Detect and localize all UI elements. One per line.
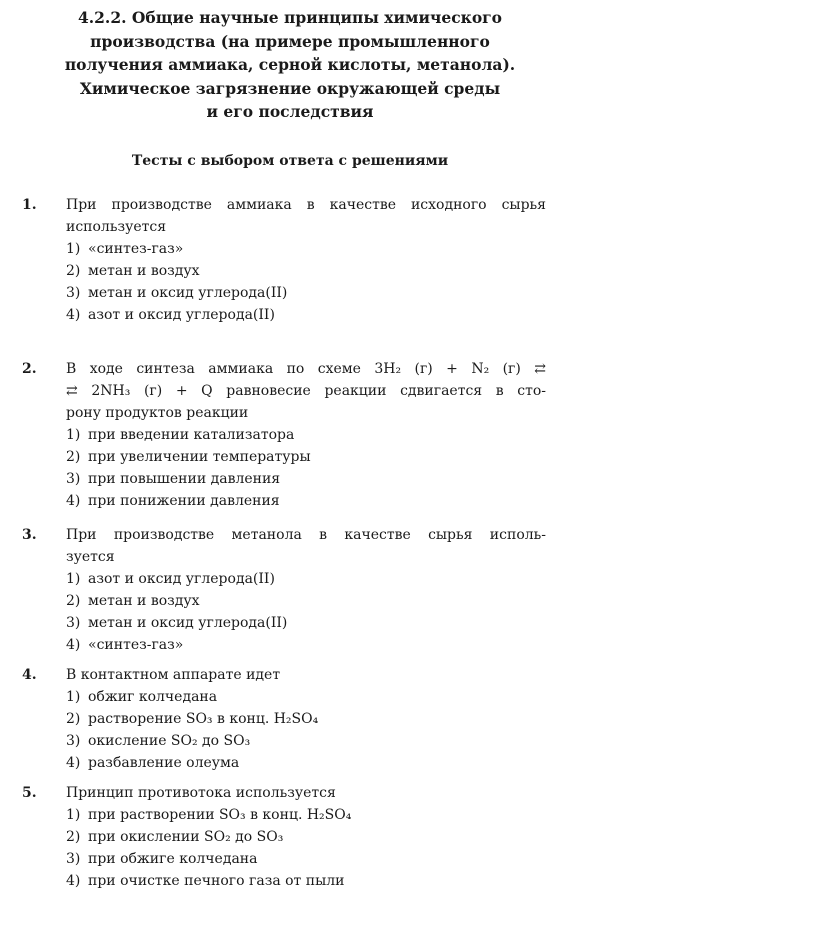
answer-option: 1) обжиг колчедана [66, 689, 218, 705]
heading-line: производства (на примере промышленного [90, 31, 490, 51]
answer-option: 1) «синтез-газ» [66, 241, 184, 257]
answer-option: 1) при растворении SO₃ в конц. H₂SO₄ [66, 807, 352, 823]
heading-line: Химическое загрязнение окружающей среды [79, 78, 501, 98]
question-body [66, 358, 546, 512]
heading-line: и его последствия [206, 102, 374, 121]
answer-option: 1) азот и оксид углерода(II) [66, 571, 275, 587]
answer-option: 4) азот и оксид углерода(II) [66, 307, 275, 323]
question-text: используется [66, 219, 167, 235]
answer-option: 2) растворение SO₃ в конц. H₂SO₄ [66, 711, 319, 727]
question-number: 2. [22, 361, 37, 377]
section-heading [30, 6, 550, 124]
answer-option: 4) разбавление олеума [66, 755, 240, 771]
answer-option: 2) метан и воздух [66, 263, 200, 279]
question-body [66, 194, 546, 326]
question-body [66, 782, 546, 892]
question-text: зуется [66, 549, 115, 565]
question-text: В ходе синтеза аммиака по схеме 3H₂ (г) + N₂ (г) ⇄ [66, 361, 546, 377]
question-text: Принцип противотока используется [66, 785, 336, 801]
answer-option: 3) при повышении давления [66, 471, 281, 487]
question-body [66, 664, 546, 774]
question-text: При производстве аммиака в качестве исходного сырья [66, 197, 546, 213]
question-number: 1. [22, 197, 37, 213]
answer-option: 4) при понижении давления [66, 493, 280, 509]
question-text: ⇄ 2NH₃ (г) + Q равновесие реакции сдвигается в сто- [66, 383, 546, 399]
answer-option: 3) окисление SO₂ до SO₃ [66, 733, 251, 749]
answer-option: 2) при увеличении температуры [66, 449, 311, 465]
answer-option: 1) при введении катализатора [66, 427, 295, 443]
answer-option: 3) при обжиге колчедана [66, 851, 258, 867]
answer-option: 4) при очистке печного газа от пыли [66, 873, 345, 889]
question-number: 4. [22, 667, 37, 683]
answer-option: 2) метан и воздух [66, 593, 200, 609]
heading-line: получения аммиака, серной кислоты, метанола). [64, 55, 516, 74]
question-text: В контактном аппарате идет [66, 667, 281, 683]
answer-option: 3) метан и оксид углерода(II) [66, 285, 288, 301]
heading-line: 4.2.2. Общие научные принципы химического [77, 8, 503, 27]
question-body [66, 524, 546, 656]
tests-subtitle: Тесты с выбором ответа с решениями [131, 153, 449, 169]
question-text: При производстве метанола в качестве сырья исполь- [66, 527, 546, 543]
question-number: 5. [22, 785, 37, 801]
answer-option: 3) метан и оксид углерода(II) [66, 615, 288, 631]
question-text: рону продуктов реакции [66, 405, 249, 421]
question-number: 3. [22, 527, 37, 543]
answer-option: 2) при окислении SO₂ до SO₃ [66, 829, 284, 845]
answer-option: 4) «синтез-газ» [66, 637, 184, 653]
